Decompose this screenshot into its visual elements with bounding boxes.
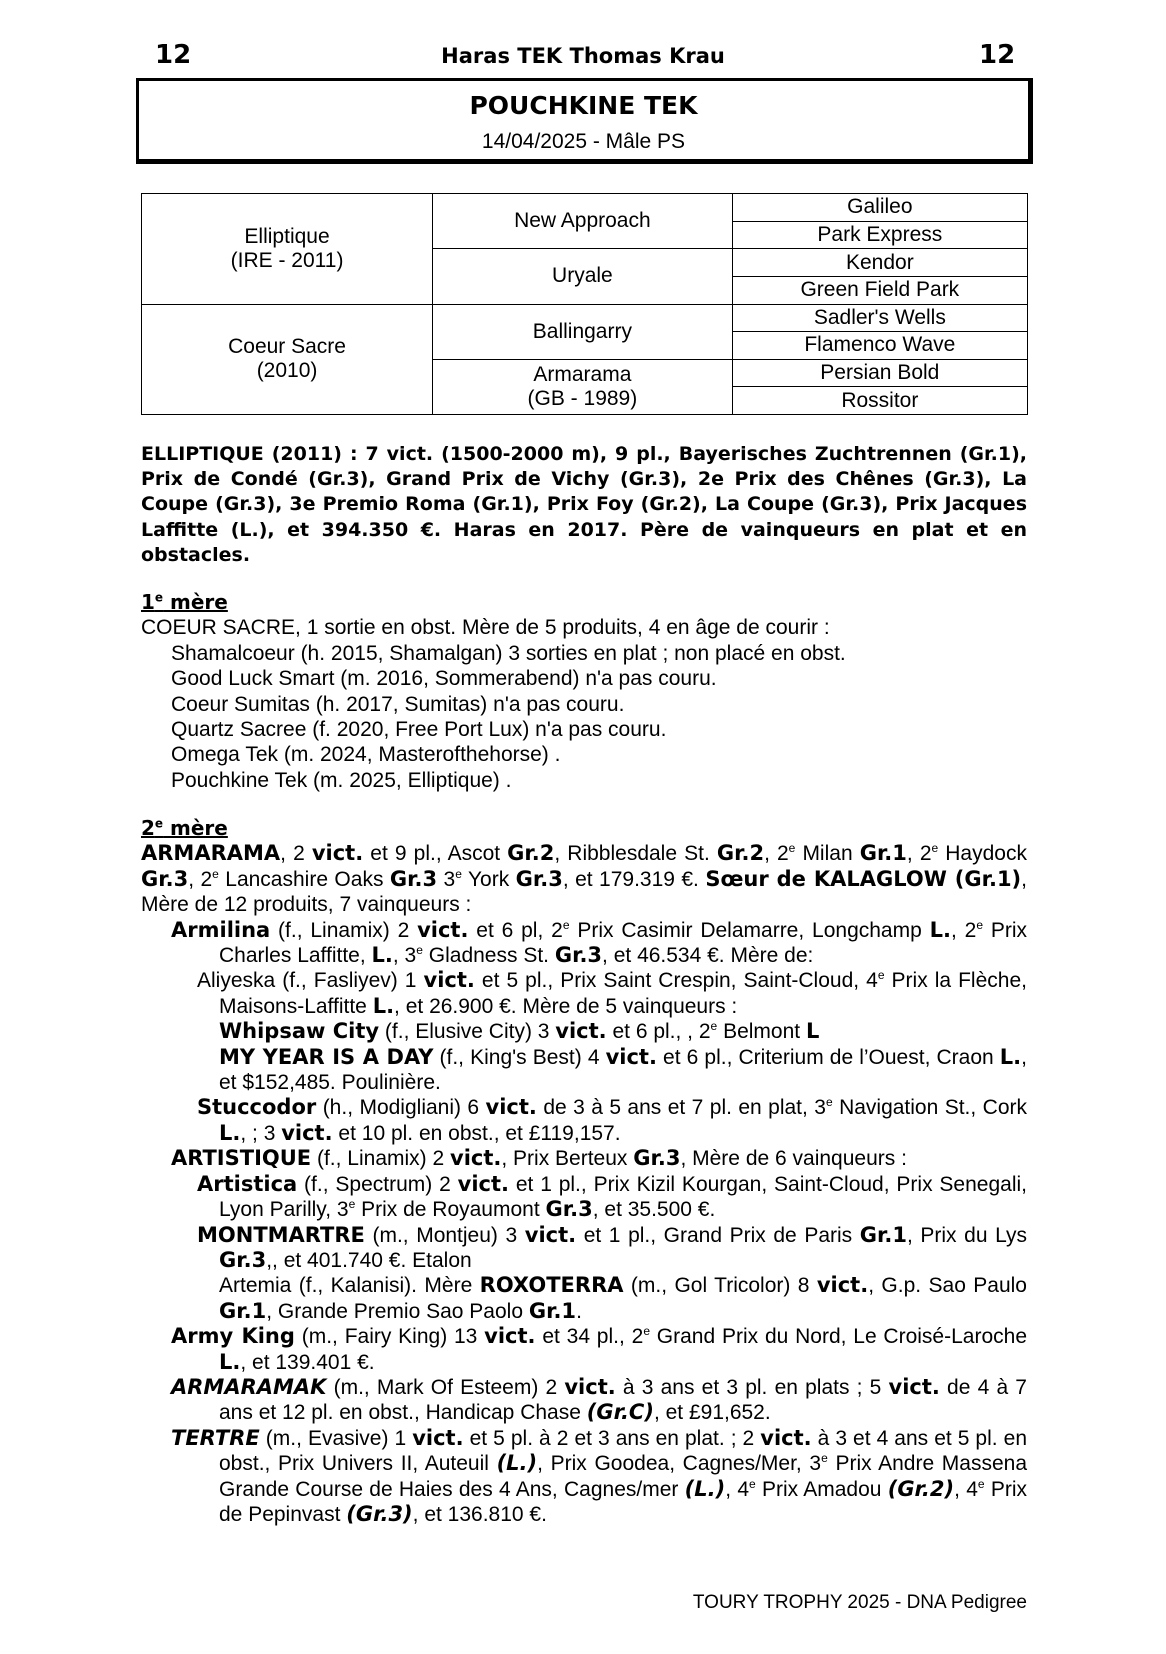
pedigree-dam: Coeur Sacre (2010)	[142, 304, 433, 415]
pedigree-sire: Elliptique (IRE - 2011)	[142, 194, 433, 305]
produce-item: ARTISTIQUE (f., Linamix) 2 vict., Prix Berteux Gr.3, Mère de 6 vainqueurs :	[171, 1146, 907, 1171]
produce-item: Whipsaw City (f., Elusive City) 3 vict. et 6 pl., , 2e Belmont L	[219, 1019, 820, 1044]
lot-number-right: 12	[979, 40, 1016, 70]
produce-item: Aliyeska (f., Fasliyev) 1 vict. et 5 pl., Prix Saint Crespin, Saint-Cloud, 4e Prix la Flèche, Maisons-Laffitte L., et 26.900 €. Mère de 5 vainqueurs :	[197, 968, 1027, 1018]
produce-item: TERTRE (m., Evasive) 1 vict. et 5 pl. à 2 et 3 ans en plat. ; 2 vict. à 3 et 4 ans et 5 pl. en obst., Prix Univers II, Auteuil (L.), Prix Goodea, Cagnes/Mer, 3e Prix Andre Massena Grande Course de Haies des 4 Ans, Cagnes/mer (L.), 4e Prix Amadou (Gr.2), 4e Prix de Pepinvast (Gr.3), et 136.810 €.	[171, 1425, 1028, 1526]
second-dam-section	[141, 816, 1027, 1527]
produce-item: Coeur Sumitas (h. 2017, Sumitas) n'a pas couru.	[171, 692, 625, 716]
produce-item: Good Luck Smart (m. 2016, Sommerabend) n'a pas couru.	[171, 667, 717, 691]
produce-item: Artistica (f., Spectrum) 2 vict. et 1 pl., Prix Kizil Kourgan, Saint-Cloud, Prix Senegali, Lyon Parilly, 3e Prix de Royaumont Gr.3, et 35.500 €.	[197, 1171, 1027, 1222]
pedigree-g3: Kendor	[732, 249, 1027, 277]
dam-intro: ARMARAMA, 2 vict. et 9 pl., Ascot Gr.2, Ribblesdale St. Gr.2, 2e Milan Gr.1, 2e Haydock Gr.3, 2e Lancashire Oaks Gr.3 3e York Gr.3, et 179.319 €. Sœur de KALAGLOW (Gr.1), Mère de 12 produits, 7 vainqueurs :	[141, 841, 1028, 917]
pedigree-g3: Flamenco Wave	[732, 332, 1027, 360]
produce-item: Stuccodor (h., Modigliani) 6 vict. de 3 à 5 ans et 7 pl. en plat, 3e Navigation St., Cork L., ; 3 vict. et 10 pl. en obst., et £119,157.	[197, 1095, 1027, 1145]
title-box	[136, 78, 1033, 164]
produce-item: Shamalcoeur (h. 2015, Shamalgan) 3 sorties en plat ; non placé en obst.	[171, 641, 846, 665]
sire-notes: ELLIPTIQUE (2011) : 7 vict. (1500-2000 m), 9 pl., Bayerisches Zuchtrennen (Gr.1), Prix de Condé (Gr.3), Grand Prix de Vichy (Gr.3), 2e Prix des Chênes (Gr.3), La Coupe (Gr.3), 3e Premio Roma (Gr.1), Prix Foy (Gr.2), La Coupe (Gr.3), Prix Jacques Laffitte (L.), et 394.350 €. Haras en 2017. Père de vainqueurs en plat et en obstacles.	[141, 443, 1027, 566]
page-footer: TOURY TROPHY 2025 - DNA Pedigree	[692, 1592, 1027, 1613]
produce-item: Omega Tek (m. 2024, Masterofthehorse) .	[171, 743, 561, 767]
first-dam-section	[141, 590, 1027, 793]
horse-name: POUCHKINE TEK	[469, 91, 698, 120]
pedigree-table	[141, 193, 1028, 415]
pedigree-sire-sire: New Approach	[433, 194, 733, 249]
consignor: Haras TEK Thomas Krau	[441, 44, 725, 68]
pedigree-g3: Persian Bold	[732, 359, 1027, 387]
produce-item: Army King (m., Fairy King) 13 vict. et 34 pl., 2e Grand Prix du Nord, Le Croisé-Laroche L., et 139.401 €.	[171, 1324, 1027, 1374]
produce-item: Quartz Sacree (f. 2020, Free Port Lux) n'a pas couru.	[171, 718, 667, 742]
pedigree-dam-dam: Armarama (GB - 1989)	[433, 359, 733, 414]
pedigree-sire-dam: Uryale	[433, 249, 733, 304]
pedigree-g3: Green Field Park	[732, 276, 1027, 304]
pedigree-g3: Galileo	[732, 194, 1027, 222]
lot-number: 12	[155, 40, 192, 70]
section-heading: 1e mère	[141, 590, 228, 614]
pedigree-dam-sire: Ballingarry	[433, 304, 733, 359]
produce-item: Armilina (f., Linamix) 2 vict. et 6 pl, 2e Prix Casimir Delamarre, Longchamp L., 2e Prix Charles Laffitte, L., 3e Gladness St. Gr.3, et 46.534 €. Mère de:	[171, 917, 1028, 968]
produce-item: ARMARAMAK (m., Mark Of Esteem) 2 vict. à 3 ans et 3 pl. en plats ; 5 vict. de 4 à 7 ans et 12 pl. en obst., Handicap Chase (Gr.C), et £91,652.	[171, 1374, 1027, 1425]
birth-info: 14/04/2025 - Mâle PS	[481, 130, 686, 153]
produce-item: Artemia (f., Kalanisi). Mère ROXOTERRA (m., Gol Tricolor) 8 vict., G.p. Sao Paulo Gr.1, Grande Premio Sao Paolo Gr.1.	[219, 1273, 1027, 1323]
produce-item: MY YEAR IS A DAY (f., King's Best) 4 vict. et 6 pl., Criterium de l’Ouest, Craon L., et $152,485. Poulinière.	[219, 1044, 1027, 1095]
dam-intro: COEUR SACRE, 1 sortie en obst. Mère de 5 produits, 4 en âge de courir :	[141, 616, 830, 640]
produce-item: MONTMARTRE (m., Montjeu) 3 vict. et 1 pl., Grand Prix de Paris Gr.1, Prix du Lys Gr.3,, et 401.740 €. Etalon	[197, 1222, 1027, 1272]
produce-item: Pouchkine Tek (m. 2025, Elliptique) .	[171, 768, 512, 792]
pedigree-g3: Rossitor	[732, 387, 1027, 415]
page-header	[0, 40, 1166, 74]
section-heading: 2e mère	[141, 816, 228, 840]
pedigree-g3: Park Express	[732, 221, 1027, 249]
pedigree-g3: Sadler's Wells	[732, 304, 1027, 332]
